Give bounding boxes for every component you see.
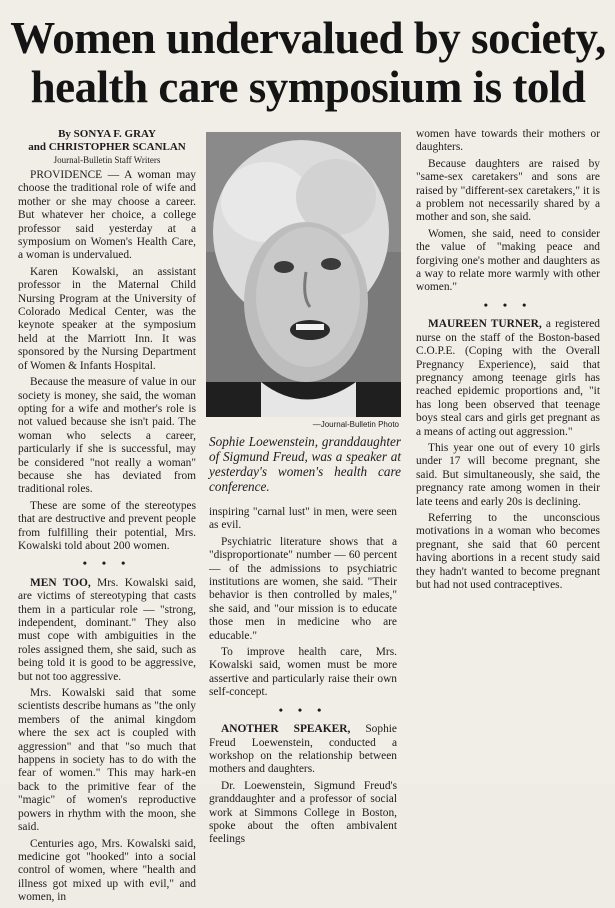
column-2 xyxy=(209,506,397,850)
lead-in: MAUREEN TURNER, xyxy=(428,318,542,331)
paragraph: PROVIDENCE — A woman may choose the traditional role of wife and mother or she may choose a career. But whatever her choice, a college professor said yesterday at a symposium on Women's Health Care, a woman is undervalued. xyxy=(18,169,196,262)
photo-credit: —Journal-Bulletin Photo xyxy=(312,420,399,429)
portrait-photo xyxy=(206,132,401,417)
section-divider: • • • xyxy=(82,556,132,571)
column-3 xyxy=(416,128,600,595)
paragraph: Because the measure of value in our society is money, she said, the woman opting for a wife and mother's role is not valued because she isn't paid. The woman who selects a career, particularly if she is successful, may be considered "not really a woman" because she has deviated from traditional roles. xyxy=(18,376,196,496)
section-divider: • • • xyxy=(483,297,533,312)
paragraph: Referring to the unconscious motivations in a woman who becomes pregnant, she said that 60 percent having abortions in a recent study said they hadn't wanted to become pregnant but had not used contraceptives. xyxy=(416,511,600,591)
paragraph: To improve health care, Mrs. Kowalski said, women must be more assertive and particularly raise their own self-concept. xyxy=(209,646,397,699)
paragraph: women have towards their mothers or daughters. xyxy=(416,128,600,154)
section-divider: • • • xyxy=(278,702,328,717)
paragraph-text: Mrs. Kowalski said, are victims of stereotyping that casts them in a particular role — "strong, independent, dominant." They also must cope with ambiguities in the roles assigned them, she said, such as being told it is good to be aggressive, but not too aggressive. xyxy=(18,576,196,683)
paragraph xyxy=(416,318,600,439)
headline: Women undervalued by society, health care symposium is told xyxy=(10,13,606,112)
paragraph: Centuries ago, Mrs. Kowalski said, medicine got "hooked" into a social control of women, where "health and illness got mixed up with evil," and women, in xyxy=(18,837,196,904)
paragraph: Dr. Loewenstein, Sigmund Freud's granddaughter and a professor of social work at Simmons College in Boston, spoke about the often ambivalent feelings xyxy=(209,779,397,846)
paragraph: These are some of the stereotypes that are destructive and prevent people from fulfilling their potential, Mrs. Kowalski told about 200 women. xyxy=(18,499,196,552)
paragraph: Psychiatric literature shows that a "disproportionate" number — 60 percent — of the admissions to psychiatric institutions are women, she said. "Their behavior is then controlled by males," she said, and "our mission is to educate those men in medicine who are educable." xyxy=(209,535,397,642)
photo-caption: Sophie Loewenstein, granddaughter of Sigmund Freud, was a speaker at yesterday's women's health care conference. xyxy=(209,434,401,494)
paragraph: inspiring "carnal lust" in men, were seen as evil. xyxy=(209,506,397,532)
paragraph: Women, she said, need to consider the value of "making peace and forgiving one's mother and daughters as a way to relate more warmly with other women." xyxy=(416,227,600,294)
byline-author-2: and CHRISTOPHER SCANLAN xyxy=(28,141,186,153)
lead-in: ANOTHER SPEAKER, xyxy=(221,723,351,736)
byline xyxy=(18,128,196,167)
paragraph: Mrs. Kowalski said that some scientists describe humans as "the only members of the animal kingdom where the sex act is coupled with aggression" and that "so much that happens in society has to do with the fear of women." This may hark-en back to the primitive fear of the "magic" of women's reproductive powers in rhythm with the moon, she said. xyxy=(18,687,196,834)
byline-staff: Journal-Bulletin Staff Writers xyxy=(53,155,161,165)
column-1 xyxy=(18,128,196,908)
paragraph-text: Sophie Freud Loewenstein, conducted a workshop on the relationship between mothers and daughters. xyxy=(209,723,397,776)
paragraph xyxy=(18,577,196,684)
paragraph: Karen Kowalski, an assistant professor in the Maternal Child Nursing Program at the University of Colorado Medical Center, was the keynote speaker at the symposium held at the Marriott Inn. It was sponsored by the Nursing Department of Women & Infants Hospital. xyxy=(18,265,196,372)
paragraph: Because daughters are raised by "same-sex caretakers" and sons are raised by "different-sex caretakers," it is a problem not necessarily shared by a mother and son, she said. xyxy=(416,157,600,224)
portrait-illustration xyxy=(206,132,401,417)
lead-in: MEN TOO, xyxy=(30,576,91,589)
byline-author-1: By SONYA F. GRAY xyxy=(58,128,156,140)
paragraph: This year one out of every 10 girls under 17 will become pregnant, she said. But simultaneously, she said, the pregnancy rate among women in their late teens and early 20s is declining. xyxy=(416,441,600,508)
paragraph-text: a registered nurse on the staff of the Boston-based C.O.P.E. (Coping with the Overall Pregnancy Experience), said that pregnancy among teenage girls has reached epidemic proportions and, "it has long been observed that teenage boys steal cars and girls get pregnant as a means of acting out aggression." xyxy=(416,318,600,438)
paragraph xyxy=(209,723,397,777)
